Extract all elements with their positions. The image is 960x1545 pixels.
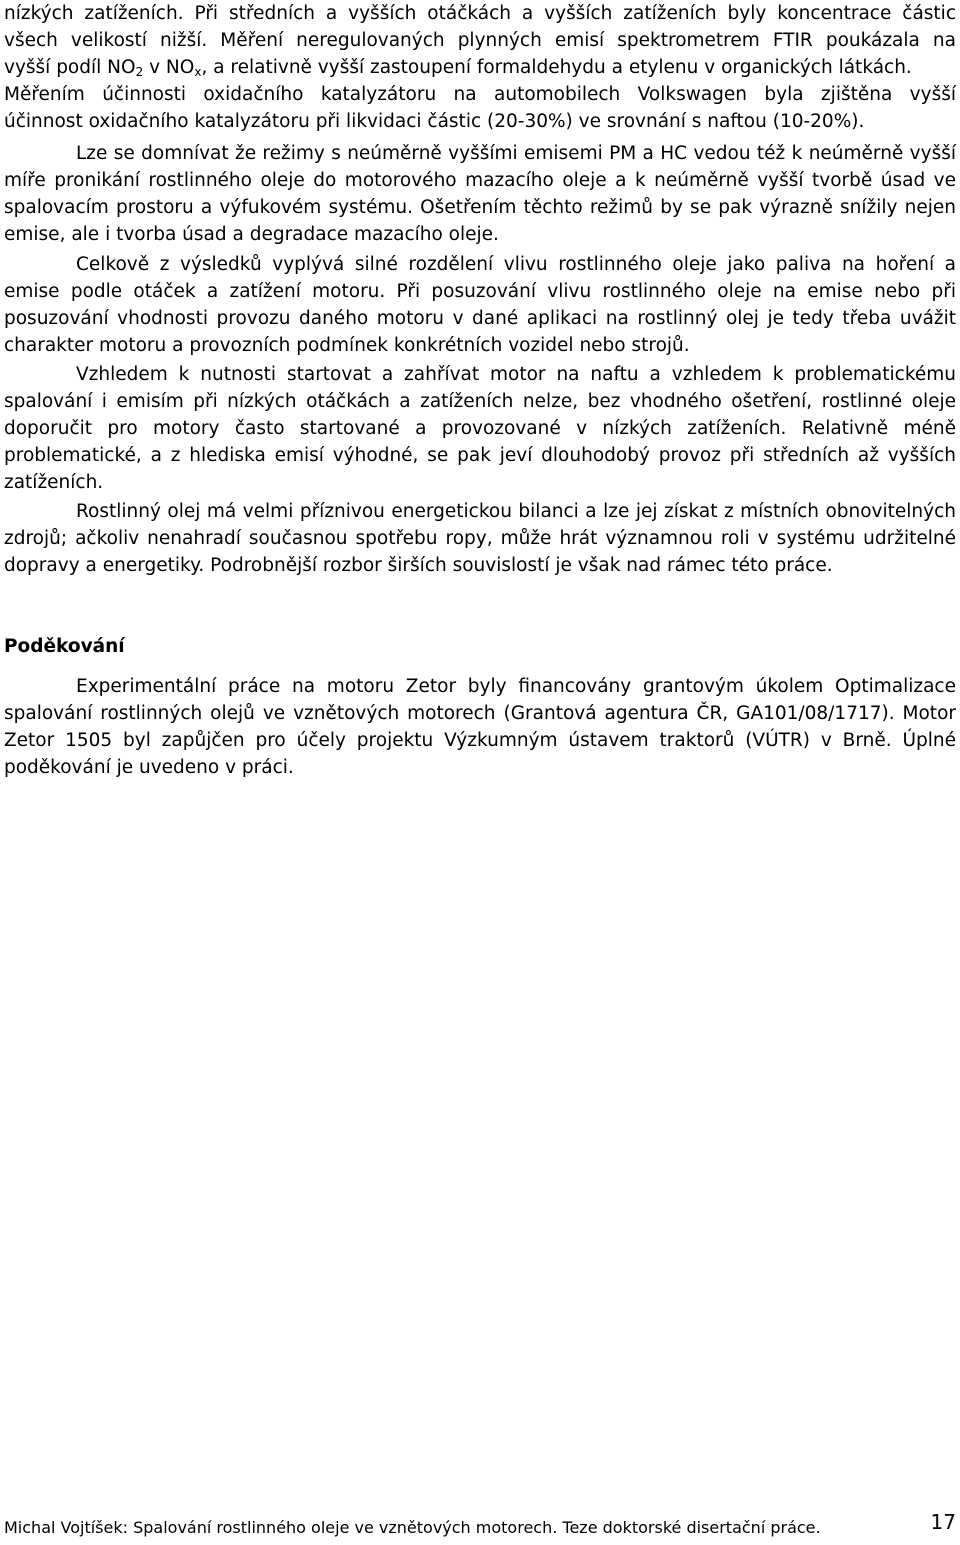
text-line: Měřením účinnosti oxidačního katalyzátoru na automobilech Volkswagen byla zjištěna vyšší	[4, 84, 956, 105]
text-run: , a relativně vyšší zastoupení formaldehydu a etylenu v organických látkách.	[201, 57, 912, 78]
paragraph-overall: Celkově z výsledků vyplývá silné rozdělení vlivu rostlinného oleje jako paliva na hoření a emise podle otáček a zatížení motoru. Při posuzování vlivu rostlinného oleje na emise nebo při posuzování vhodnosti provozu daného motoru v dané aplikaci na rostlinný olej je tedy třeba uvážit charakter motoru a provozních podmínek konkrétních vozidel nebo strojů.	[4, 254, 956, 356]
page-number: 17	[930, 1510, 956, 1534]
text-run: v NO	[143, 57, 195, 78]
text-line: účinnost oxidačního katalyzátoru při likvidaci částic (20-30%) ve srovnání s naftou (10-20%).	[4, 111, 865, 132]
text-line: všech velikostí nižší. Měření neregulovaných plynných emisí spektrometrem FTIR poukázala na	[4, 30, 956, 51]
subscript: x	[194, 65, 202, 79]
footer-citation: Michal Vojtíšek: Spalování rostlinného oleje ve vznětových motorech. Teze doktorské disertační práce.	[4, 1518, 821, 1537]
paragraph-startup: Vzhledem k nutnosti startovat a zahřívat motor na naftu a vzhledem k problematickému spalování i emisím při nízkých otáčkách a zatíženích nelze, bez vhodného ošetření, rostlinné oleje doporučit pro motory často startované a provozované v nízkých zatíženích. Relativně méně problematické, a z hlediska emisí výhodné, se pak jeví dlouhodobý provoz při středních až vyšších zatíženích.	[4, 364, 956, 493]
text-run: vyšší podíl NO	[4, 57, 136, 78]
acknowledgement-heading: Poděkování	[4, 636, 125, 657]
page-footer	[4, 1510, 956, 1539]
acknowledgement-text: Experimentální práce na motoru Zetor byly financovány grantovým úkolem Optimalizace spalování rostlinných olejů ve vznětových motorech (Grantová agentura ČR, GA101/08/1717). Motor Zetor 1505 byl zapůjčen pro účely projektu Výzkumným ústavem traktorů (VÚTR) v Brně. Úplné poděkování je uvedeno v práci.	[4, 676, 956, 778]
text-line-formula	[4, 54, 956, 81]
paragraph-energy-balance: Rostlinný olej má velmi příznivou energetickou bilanci a lze jej získat z místních obnovitelných zdrojů; ačkoliv nenahradí současnou spotřebu ropy, může hrát významnou roli v systému udržitelné dopravy a energetiky. Podrobnější rozbor širších souvislostí je však nad rámec této práce.	[4, 501, 956, 576]
paragraph-regimes: Lze se domnívat že režimy s neúměrně vyššími emisemi PM a HC vedou též k neúměrně vyšší míře pronikání rostlinného oleje do motorového mazacího oleje a k neúměrně vyšší tvorbě úsad ve spalovacím prostoru a výfukovém systému. Ošetřením těchto režimů by se pak výrazně snížily nejen emise, ale i tvorba úsad a degradace mazacího oleje.	[4, 143, 956, 245]
paragraph-intro	[4, 0, 956, 135]
text-line: nízkých zatíženích. Při středních a vyšších otáčkách a vyšších zatíženích byly koncentrace částic	[4, 3, 956, 24]
subscript: 2	[135, 65, 144, 79]
